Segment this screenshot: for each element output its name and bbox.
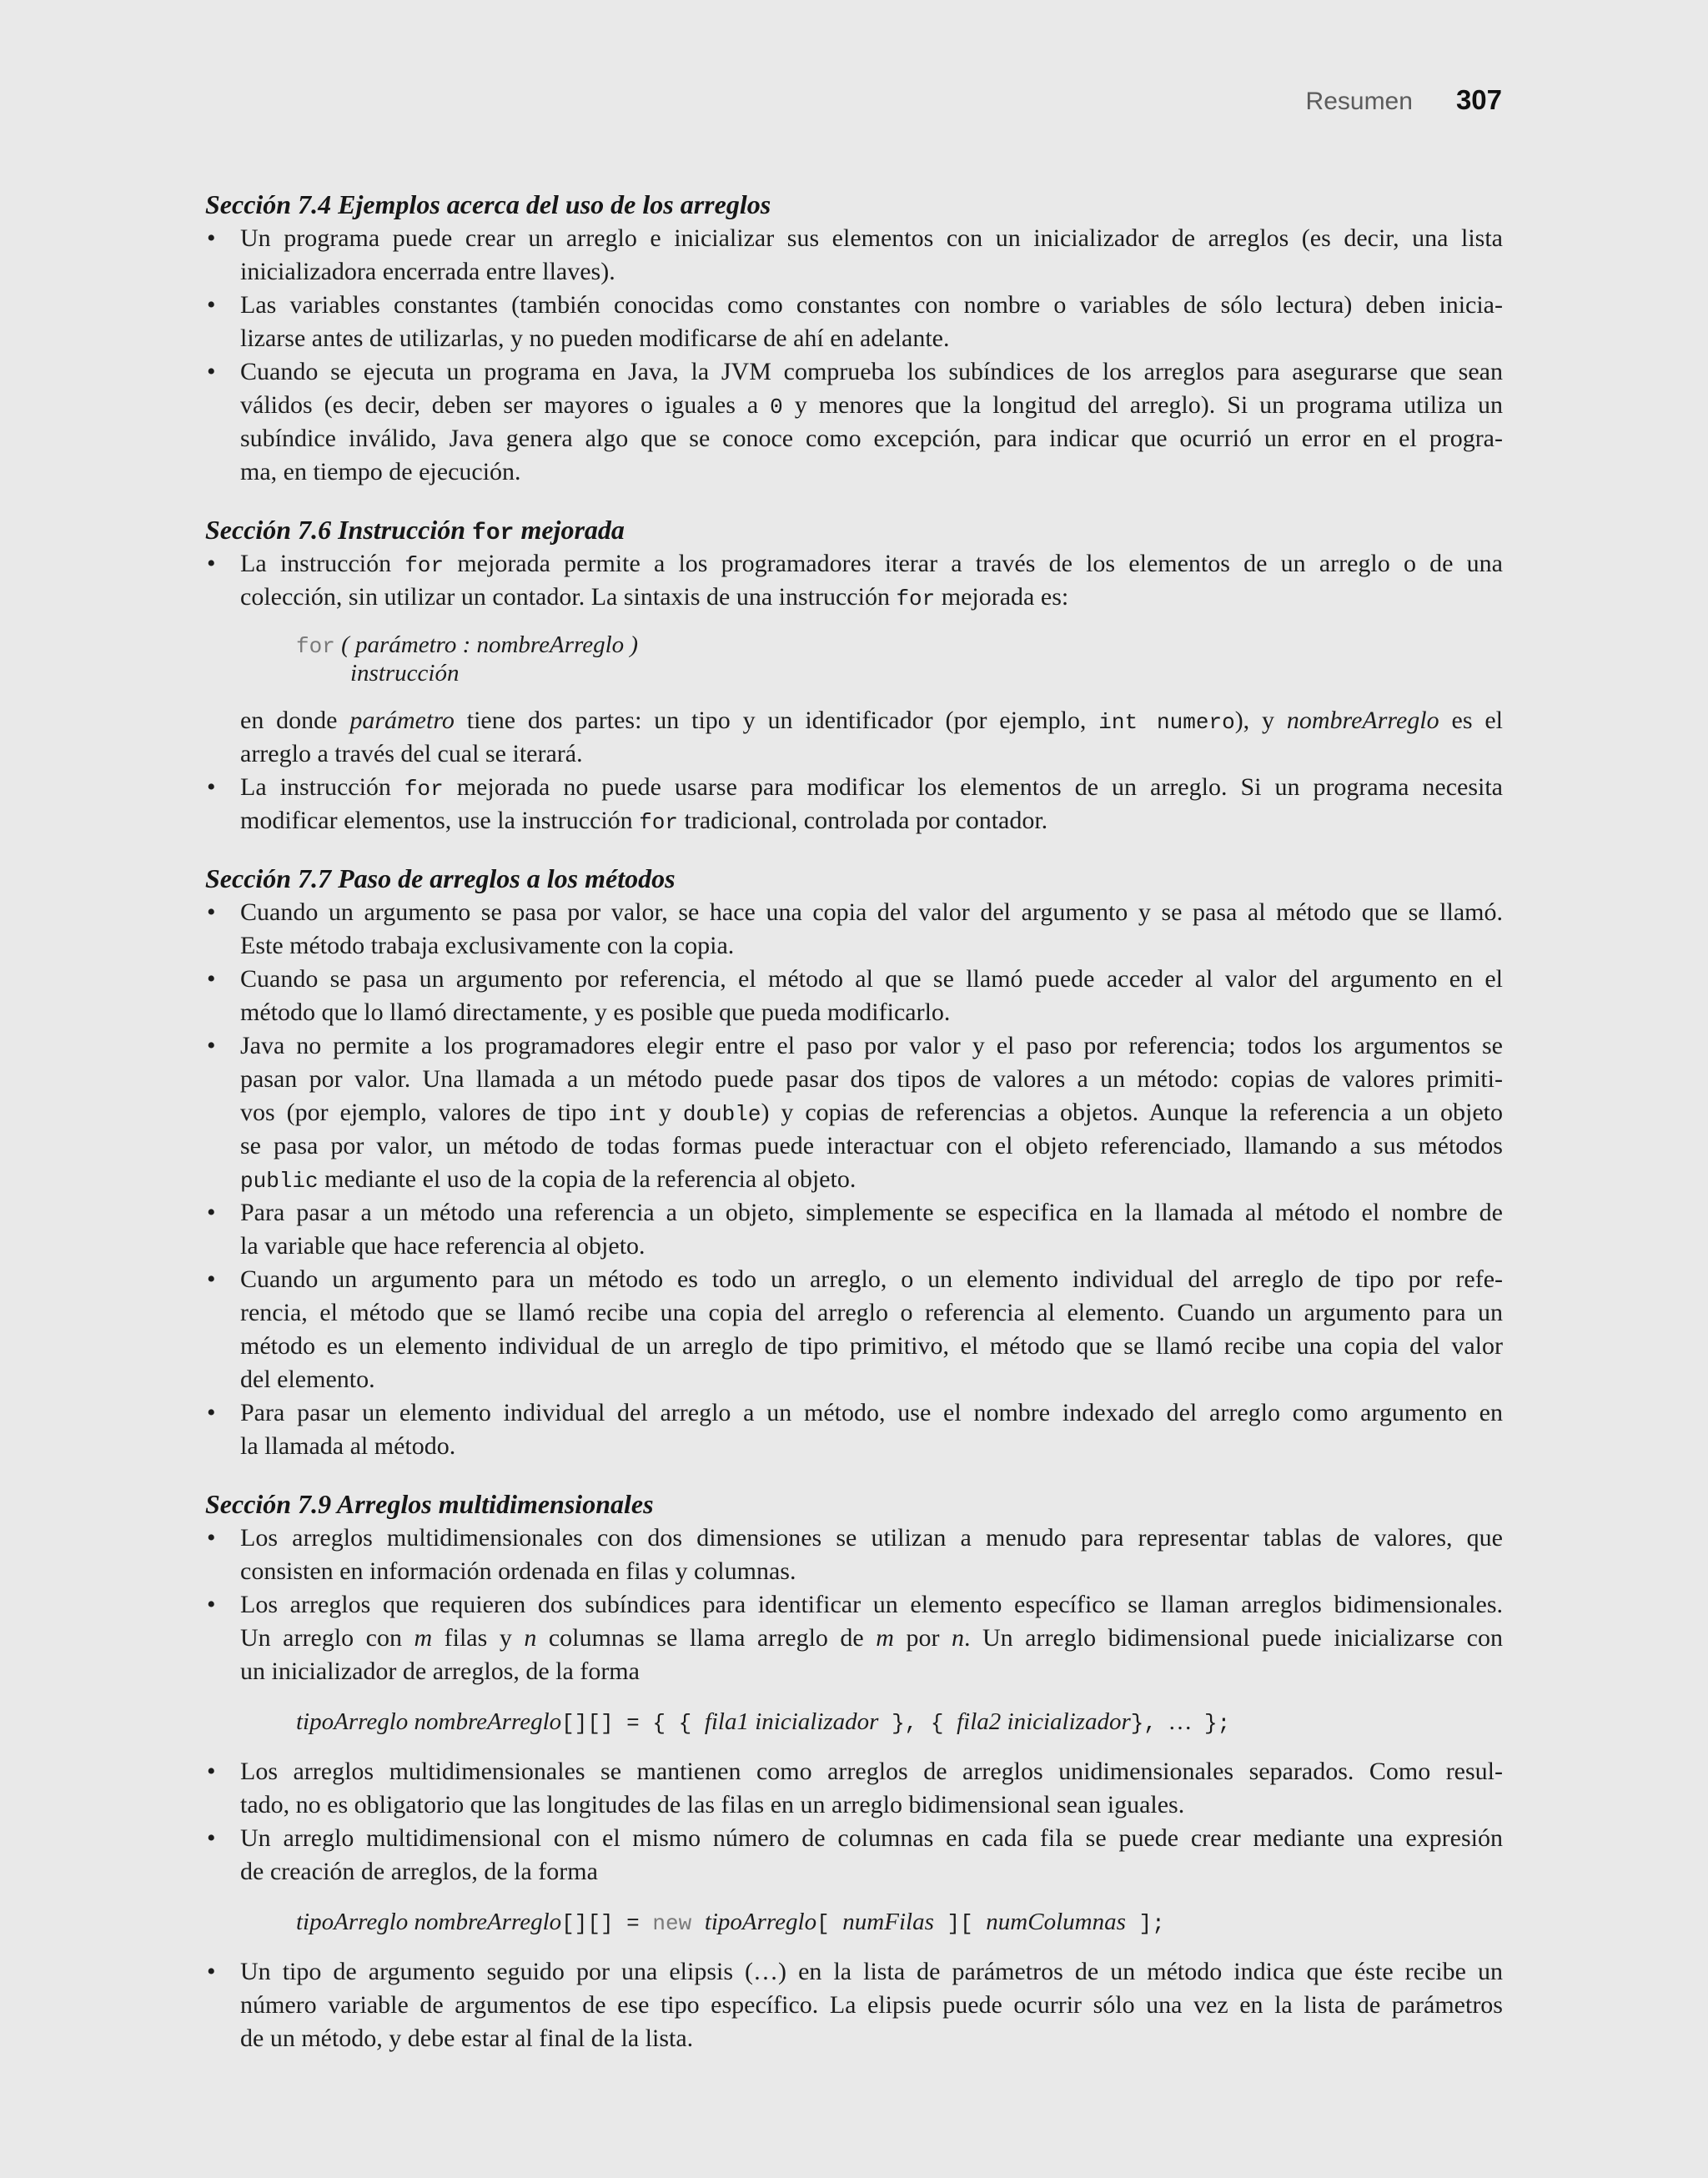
bullet-item bbox=[205, 1029, 1503, 1196]
bullet-icon: • bbox=[207, 1399, 216, 1426]
text-line bbox=[240, 896, 1503, 929]
text-run: Un arreglo con bbox=[240, 1624, 414, 1652]
inline-code: ]; bbox=[1125, 1911, 1165, 1936]
code-example bbox=[205, 1705, 1503, 1738]
bullet-item bbox=[205, 1588, 1503, 1688]
text-line bbox=[240, 2022, 1503, 2055]
text-run: lizarse antes de utilizarlas, y no pueden modificarse de ahí en adelante. bbox=[240, 324, 950, 352]
line-content bbox=[240, 547, 1503, 582]
line-content bbox=[296, 1705, 1230, 1740]
emphasis: m bbox=[876, 1624, 894, 1652]
bullet-item bbox=[205, 355, 1503, 489]
line-content bbox=[240, 1430, 455, 1463]
text-line bbox=[240, 963, 1503, 996]
text-run: ) y copias de referencias a objetos. Aunque la referencia a un objeto bbox=[761, 1099, 1503, 1126]
inline-code: int bbox=[608, 1102, 647, 1127]
line-content bbox=[240, 322, 949, 355]
text-line bbox=[240, 1788, 1503, 1822]
text-run: Sección 7.7 Paso de arreglos a los métodos bbox=[205, 863, 676, 893]
text-line bbox=[240, 1029, 1503, 1063]
inline-code: [ bbox=[816, 1911, 843, 1936]
text-line bbox=[240, 1296, 1503, 1330]
code-line bbox=[296, 659, 1503, 687]
text-run: ma, en tiempo de ejecución. bbox=[240, 458, 521, 485]
bullet-icon: • bbox=[207, 773, 216, 801]
text-run: Cuando un argumento se pasa por valor, se hace una copia del valor del argumento y se pasa al método que se llamó. bbox=[240, 898, 1503, 926]
text-line bbox=[240, 455, 1503, 489]
line-content bbox=[240, 289, 1503, 322]
line-content bbox=[240, 1588, 1503, 1622]
line-content bbox=[240, 255, 615, 289]
inline-code: }, bbox=[1130, 1711, 1170, 1736]
text-run: Java no permite a los programadores elegir entre el paso por valor y el paso por referencia; todos los argumentos se bbox=[240, 1032, 1503, 1059]
text-line bbox=[240, 1263, 1503, 1296]
text-line bbox=[240, 1855, 1503, 1889]
code-line bbox=[296, 1905, 1503, 1939]
code-keyword: new bbox=[652, 1911, 692, 1936]
inline-code: double bbox=[682, 1102, 761, 1127]
emphasis: nombreArreglo bbox=[1286, 707, 1439, 734]
text-run: la llamada al método. bbox=[240, 1432, 456, 1460]
line-content bbox=[240, 771, 1503, 806]
inline-code bbox=[691, 1911, 705, 1936]
inline-code: }, { bbox=[878, 1711, 957, 1736]
bullet-item bbox=[205, 1396, 1503, 1463]
text-run: inicializadora encerrada entre llaves). bbox=[240, 258, 615, 285]
continuation-paragraph bbox=[205, 704, 1503, 771]
bullet-item bbox=[205, 1263, 1503, 1396]
text-run: Un programa puede crear un arreglo e inicializar sus elementos con un inicializador de arreglos (es decir, una lista bbox=[240, 224, 1503, 252]
text-line bbox=[240, 737, 1503, 771]
emphasis: ( parámetro : nombreArreglo ) bbox=[334, 631, 639, 658]
bullet-item bbox=[205, 289, 1503, 355]
bullet-icon: • bbox=[207, 1199, 216, 1226]
bullet-icon: • bbox=[207, 1591, 216, 1618]
line-content bbox=[240, 896, 1503, 929]
text-line bbox=[240, 222, 1503, 255]
text-line bbox=[240, 1955, 1503, 1989]
summary-section bbox=[205, 512, 1503, 837]
page-number: 307 bbox=[1455, 84, 1502, 115]
text-run: y menores que la longitud del arreglo). Si un programa utiliza un bbox=[782, 391, 1504, 419]
line-content bbox=[240, 1555, 796, 1588]
text-run: mejorada no puede usarse para modificar los elementos de un arreglo. Si un programa necesita bbox=[443, 773, 1503, 801]
running-header bbox=[1306, 82, 1502, 120]
line-content bbox=[296, 631, 638, 661]
line-content bbox=[240, 1622, 1503, 1655]
text-run: arreglo a través del cual se iterará. bbox=[240, 740, 583, 767]
text-run: tiene dos partes: un tipo y un identificador (por ejemplo, bbox=[454, 707, 1099, 734]
summary-section bbox=[205, 187, 1503, 489]
text-line bbox=[240, 1588, 1503, 1622]
line-content bbox=[240, 1063, 1503, 1096]
bullet-item bbox=[205, 222, 1503, 289]
inline-code: 0 bbox=[770, 395, 783, 420]
text-run: Este método trabaja exclusivamente con la copia. bbox=[240, 932, 735, 959]
text-run: tradicional, controlada por contador. bbox=[678, 807, 1048, 834]
emphasis: n bbox=[524, 1624, 537, 1652]
text-run: por bbox=[893, 1624, 952, 1652]
line-content bbox=[240, 1655, 640, 1688]
bullet-icon: • bbox=[207, 965, 216, 993]
text-line bbox=[240, 1163, 1503, 1196]
running-title: Resumen bbox=[1305, 88, 1413, 115]
text-run: Para pasar un elemento individual del arreglo a un método, use el nombre indexado del arreglo como argumento en bbox=[240, 1399, 1503, 1426]
text-line bbox=[240, 422, 1503, 455]
line-content bbox=[240, 1296, 1503, 1330]
text-line bbox=[240, 1063, 1503, 1096]
text-run: un inicializador de arreglos, de la forma bbox=[240, 1657, 640, 1685]
inline-code: ][ bbox=[933, 1911, 987, 1936]
text-line bbox=[240, 547, 1503, 581]
line-content bbox=[240, 422, 1503, 455]
bullet-item bbox=[205, 1755, 1503, 1822]
bullet-icon: • bbox=[207, 1958, 216, 1985]
bullet-icon: • bbox=[207, 1524, 216, 1552]
text-run: Un tipo de argumento seguido por una elipsis (…) en la lista de parámetros de un método indica que éste recibe un bbox=[240, 1958, 1503, 1985]
section-heading bbox=[205, 512, 1503, 547]
text-run: Cuando se pasa un argumento por referencia, el método al que se llamó puede acceder al valor del argumento en el bbox=[240, 965, 1503, 993]
summary-content bbox=[205, 187, 1503, 2055]
line-content bbox=[240, 389, 1503, 424]
text-line bbox=[240, 1622, 1503, 1655]
line-content bbox=[240, 963, 1503, 996]
text-line bbox=[240, 1555, 1503, 1588]
text-run: subíndice inválido, Java genera algo que se conoce como excepción, para indicar que ocurrió un error en el progra- bbox=[240, 425, 1503, 452]
code-line bbox=[296, 631, 1503, 659]
bullet-item bbox=[205, 1196, 1503, 1263]
text-run: Un arreglo multidimensional con el mismo número de columnas en cada fila se puede crear mediante una expresión bbox=[240, 1824, 1503, 1852]
line-content bbox=[240, 704, 1503, 739]
line-content bbox=[240, 1029, 1503, 1063]
text-run: Sección 7.9 Arreglos multidimensionales bbox=[205, 1489, 654, 1519]
line-content bbox=[240, 455, 521, 489]
summary-section bbox=[205, 861, 1503, 1463]
text-line bbox=[240, 389, 1503, 422]
text-run: Sección 7.4 Ejemplos acerca del uso de los arreglos bbox=[205, 189, 771, 219]
line-content bbox=[240, 1163, 856, 1198]
text-run: del elemento. bbox=[240, 1366, 375, 1393]
line-content bbox=[296, 1905, 1165, 1940]
bullet-icon: • bbox=[207, 1758, 216, 1785]
line-content bbox=[240, 1989, 1503, 2022]
inline-code: public bbox=[240, 1169, 319, 1194]
bullet-item bbox=[205, 1522, 1503, 1588]
text-run: Los arreglos multidimensionales con dos dimensiones se utilizan a menudo para representar tablas de valores, que bbox=[240, 1524, 1503, 1552]
text-run: es el bbox=[1439, 707, 1504, 734]
line-content bbox=[240, 1196, 1503, 1230]
text-run: mediante el uso de la copia de la referencia al objeto. bbox=[318, 1165, 857, 1193]
text-run: columnas se llama arreglo de bbox=[536, 1624, 877, 1652]
text-run: de un método, y debe estar al final de la lista. bbox=[240, 2025, 694, 2052]
line-content bbox=[240, 222, 1503, 255]
inline-code: for bbox=[896, 586, 936, 611]
line-content bbox=[240, 1822, 1503, 1855]
text-line bbox=[240, 1129, 1503, 1163]
emphasis: n bbox=[951, 1624, 964, 1652]
text-line bbox=[240, 771, 1503, 804]
inline-code: [][] = { { bbox=[561, 1711, 705, 1736]
text-run: se pasa por valor, un método de todas formas puede interactuar con el objeto referenciado, llamando a sus métodos bbox=[240, 1132, 1503, 1159]
emphasis: parámetro bbox=[349, 707, 455, 734]
text-line bbox=[240, 1396, 1503, 1430]
text-run: rencia, el método que se llamó recibe una copia del arreglo o referencia al elemento. Cuando un argumento para un bbox=[240, 1299, 1503, 1326]
text-run: y bbox=[646, 1099, 683, 1126]
line-content bbox=[240, 737, 583, 771]
section-heading bbox=[205, 1486, 1503, 1522]
text-run: en donde bbox=[240, 707, 350, 734]
text-run: tado, no es obligatorio que las longitudes de las filas en un arreglo bidimensional sean iguales. bbox=[240, 1791, 1185, 1818]
text-line bbox=[240, 322, 1503, 355]
line-content bbox=[240, 1788, 1184, 1822]
line-content bbox=[240, 581, 1068, 616]
line-content bbox=[240, 2022, 693, 2055]
text-line bbox=[240, 255, 1503, 289]
text-run: consisten en información ordenada en filas y columnas. bbox=[240, 1557, 796, 1585]
text-run: Los arreglos multidimensionales se mantienen como arreglos de arreglos unidimensionales separados. Como resul- bbox=[240, 1758, 1503, 1785]
bullet-icon: • bbox=[207, 898, 216, 926]
text-line bbox=[240, 1822, 1503, 1855]
emphasis: tipoArreglo nombreArreglo bbox=[296, 1708, 562, 1735]
text-line bbox=[240, 355, 1503, 389]
text-line bbox=[240, 1096, 1503, 1129]
line-content bbox=[350, 659, 460, 687]
bullet-icon: • bbox=[207, 358, 216, 385]
text-line bbox=[240, 929, 1503, 963]
line-content bbox=[240, 1855, 598, 1889]
bullet-icon: • bbox=[207, 291, 216, 319]
line-content bbox=[240, 1363, 375, 1396]
text-line bbox=[240, 704, 1503, 737]
inline-code: }; bbox=[1191, 1711, 1231, 1736]
line-content bbox=[240, 1330, 1503, 1363]
text-run: La instrucción bbox=[240, 550, 405, 577]
line-content bbox=[240, 1755, 1503, 1788]
text-run: mejorada permite a los programadores iterar a través de los elementos de un arreglo o de una bbox=[444, 550, 1503, 577]
line-content bbox=[240, 929, 734, 963]
line-content bbox=[240, 1396, 1503, 1430]
text-line bbox=[240, 1655, 1503, 1688]
text-run: de creación de arreglos, de la forma bbox=[240, 1858, 598, 1885]
emphasis: tipoArreglo bbox=[704, 1909, 817, 1935]
emphasis: instrucción bbox=[350, 660, 460, 687]
text-line bbox=[240, 1330, 1503, 1363]
text-line bbox=[240, 1989, 1503, 2022]
emphasis: numColumnas bbox=[986, 1909, 1126, 1935]
line-content bbox=[240, 1096, 1503, 1131]
emphasis: fila1 inicializador bbox=[704, 1708, 879, 1735]
text-line bbox=[240, 581, 1503, 614]
code-line bbox=[296, 1705, 1503, 1738]
text-line bbox=[240, 804, 1503, 837]
line-content bbox=[240, 804, 1047, 839]
text-line bbox=[240, 996, 1503, 1029]
text-run: Cuando un argumento para un método es todo un arreglo, o un elemento individual del arreglo de tipo por refe- bbox=[240, 1265, 1503, 1293]
bullet-item bbox=[205, 963, 1503, 1029]
bullet-item bbox=[205, 896, 1503, 963]
text-line bbox=[240, 1522, 1503, 1555]
emphasis: m bbox=[414, 1624, 433, 1652]
text-line bbox=[240, 1196, 1503, 1230]
text-run: Los arreglos que requieren dos subíndices para identificar un elemento específico se llaman arreglos bidimensionales. bbox=[240, 1591, 1503, 1618]
text-line bbox=[240, 1755, 1503, 1788]
inline-code: int numero bbox=[1098, 710, 1235, 735]
code-example bbox=[205, 631, 1503, 687]
inline-code: for bbox=[404, 777, 444, 802]
text-run: pasan por valor. Una llamada a un método puede pasar dos tipos de valores a un método: copias de valores primiti- bbox=[240, 1065, 1503, 1093]
text-run: método que lo llamó directamente, y es posible que pueda modificarlo. bbox=[240, 998, 951, 1026]
code-keyword: for bbox=[296, 634, 335, 659]
text-run: válidos (es decir, deben ser mayores o iguales a bbox=[240, 391, 771, 419]
line-content bbox=[240, 1129, 1503, 1163]
bullet-item bbox=[205, 1955, 1503, 2055]
emphasis: … bbox=[1169, 1708, 1192, 1735]
code-example bbox=[205, 1905, 1503, 1939]
emphasis: numFilas bbox=[842, 1909, 934, 1935]
emphasis: fila2 inicializador bbox=[957, 1708, 1131, 1735]
inline-code: for bbox=[639, 810, 678, 835]
section-heading bbox=[205, 861, 1503, 896]
line-content bbox=[240, 1522, 1503, 1555]
inline-code: for bbox=[404, 553, 445, 578]
text-run: vos (por ejemplo, valores de tipo bbox=[240, 1099, 609, 1126]
bullet-icon: • bbox=[207, 550, 216, 577]
bullet-icon: • bbox=[207, 1032, 216, 1059]
bullet-item bbox=[205, 547, 1503, 614]
line-content bbox=[240, 1955, 1503, 1989]
inline-code: for bbox=[472, 521, 515, 546]
text-run: método es un elemento individual de un arreglo de tipo primitivo, el método que se llamó recibe una copia del valor bbox=[240, 1332, 1503, 1360]
text-run: colección, sin utilizar un contador. La sintaxis de una instrucción bbox=[240, 583, 897, 611]
text-run: Las variables constantes (también conocidas como constantes con nombre o variables de sólo lectura) deben inicia- bbox=[240, 291, 1503, 319]
text-run: Para pasar a un método una referencia a un objeto, simplemente se especifica en la llamada al método el nombre de bbox=[240, 1199, 1503, 1226]
text-run: Cuando se ejecuta un programa en Java, la JVM comprueba los subíndices de los arreglos para asegurarse que sean bbox=[240, 358, 1503, 385]
text-run: . Un arreglo bidimensional puede inicializarse con bbox=[963, 1624, 1503, 1652]
text-run: la variable que hace referencia al objeto. bbox=[240, 1232, 646, 1260]
bullet-icon: • bbox=[207, 1265, 216, 1293]
line-content bbox=[240, 996, 950, 1029]
text-line bbox=[240, 1430, 1503, 1463]
text-run: filas y bbox=[432, 1624, 525, 1652]
bullet-icon: • bbox=[207, 1824, 216, 1852]
text-run: mejorada bbox=[514, 515, 625, 545]
line-content bbox=[240, 1263, 1503, 1296]
text-run: mejorada es: bbox=[935, 583, 1069, 611]
line-content bbox=[240, 355, 1503, 389]
text-run: ), y bbox=[1234, 707, 1287, 734]
text-run: La instrucción bbox=[240, 773, 404, 801]
bullet-icon: • bbox=[207, 224, 216, 252]
text-run: número variable de argumentos de ese tipo específico. La elipsis puede ocurrir sólo una vez en la lista de parámetros bbox=[240, 1991, 1503, 2019]
bullet-item bbox=[205, 1822, 1503, 1889]
text-line bbox=[240, 1363, 1503, 1396]
summary-section bbox=[205, 1486, 1503, 2055]
emphasis: tipoArreglo nombreArreglo bbox=[296, 1909, 562, 1935]
inline-code: [][] = bbox=[561, 1911, 653, 1936]
bullet-item bbox=[205, 771, 1503, 837]
line-content bbox=[240, 1230, 646, 1263]
text-line bbox=[240, 289, 1503, 322]
section-heading bbox=[205, 187, 1503, 222]
text-run: modificar elementos, use la instrucción bbox=[240, 807, 640, 834]
text-run: Sección 7.6 Instrucción bbox=[205, 515, 473, 545]
text-line bbox=[240, 1230, 1503, 1263]
